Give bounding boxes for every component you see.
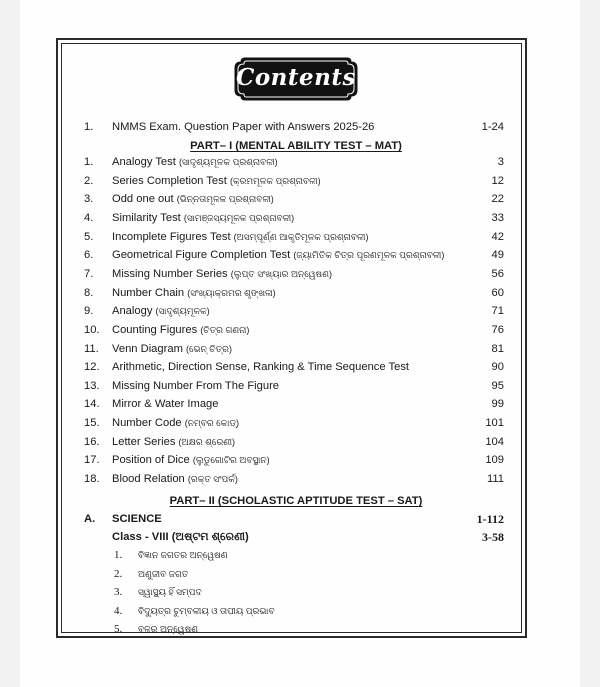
toc-row-title: Series Completion Test [112,174,227,187]
chapter-title: ଅଣୁଜୀବ ଜଗତ [138,568,189,579]
toc-row-number: 3. [84,193,94,206]
toc-row-title: Number Code [112,417,182,430]
toc-row[interactable] [84,395,508,413]
toc-row-intro[interactable] [84,118,508,136]
toc-row-title: Geometrical Figure Completion Test [112,249,291,262]
toc-row-odia-title: (ଭିନ୍ନତାମୂଳକ ପ୍ରଶ୍ନାବଳୀ) [176,194,274,205]
toc-row-odia-title: (କ୍ରମମୂଳକ ପ୍ରଶ୍ନାବଳୀ) [229,175,321,186]
toc-row-text [112,172,321,190]
toc-row-text [112,284,276,302]
toc-row-number: 4. [84,211,94,224]
toc-row-number: 5. [84,230,94,243]
section-title: SCIENCE [112,513,162,525]
toc-row-text [112,246,444,264]
toc-row-page: 90 [491,361,504,374]
toc-row-text [112,302,210,320]
toc-row-title: Analogy [112,305,153,318]
toc-row-text [112,321,249,339]
chapter-number: 1. [114,549,123,561]
toc-row-page: 101 [485,417,504,430]
chapter-title: ବିଜ୍ଞାନ ଜଗତର ଅନ୍ୱେଷଣ [138,550,228,560]
toc-row[interactable] [84,414,508,432]
toc-row-number: 12. [84,361,100,374]
chapter-number: 2. [114,567,123,580]
toc-row-odia-title: (ଅକ୍ଷର ଶ୍ରେଣୀ) [178,436,236,447]
toc-row-text [112,228,368,246]
toc-row-page: 3 [497,156,504,168]
toc-row-number: 15. [84,417,100,430]
toc-row-page: 109 [485,454,504,467]
toc-row-odia-title: (ରକ୍ତ ସଂପର୍କ) [187,474,238,485]
toc-row-page: 81 [491,342,504,355]
toc-row-number: 9. [84,305,94,318]
part2-heading: PART– II (SCHOLASTIC APTITUDE TEST – SAT) [169,495,423,507]
toc-row-number: 18. [84,473,100,486]
toc-row-odia-title: (ଜ୍ୟାମିତିକ ଚିତ୍ର ପୂରଣମୂଳକ ପ୍ରଶ୍ନାବଳୀ) [293,250,445,261]
toc-row-title: Position of Dice [112,454,190,467]
toc-row[interactable] [84,265,508,283]
toc-row-odia-title: (ଲୁପ୍ତ ସଂଖ୍ୟାର ଅନ୍ୱେଷଣ) [230,268,332,279]
toc-row-number: 16. [84,435,100,448]
toc-row-title: NMMS Exam. Question Paper with Answers 2025-26 [112,121,375,133]
toc-row-page: 60 [491,286,504,299]
toc-row-number: 13. [84,379,100,392]
chapter-title: ବିଦ୍ୟୁତ୍‌ର ଚୁମ୍ବକୀୟ ଓ ତାପୀୟ ପ୍ରଭାବ [138,605,275,616]
toc-row[interactable] [84,358,508,376]
toc-row-odia-title: (ସଂଖ୍ୟାକ୍ରମର ଶୃଙ୍ଖଳା) [187,287,276,298]
toc-row-title: Odd one out [112,193,174,206]
toc-row-text [112,377,279,395]
toc-row-number: 7. [84,267,94,280]
toc-row-title: Counting Figures [112,323,198,336]
toc-row-page: 71 [491,305,504,318]
toc-row-text [112,153,278,171]
toc-row-page: 111 [486,473,504,486]
toc-row-title: Analogy Test [112,156,176,168]
toc-row-text [112,190,274,208]
class-title: Class - VIII (ଅଷ୍ଟମ ଶ୍ରେଣୀ) [112,531,249,543]
chapter-title: ସ୍ୱାସ୍ଥ୍ୟ ହିଁ ସମ୍ପଦ [138,587,202,597]
toc-row-text [112,414,239,432]
toc-row-number: 17. [84,454,100,467]
toc-row-text [112,470,238,488]
toc-row-page: 33 [491,211,504,224]
section-letter: A. [84,513,96,525]
toc-row-page: 22 [491,193,504,206]
toc-row-page: 42 [491,230,504,243]
chapter-row[interactable] [114,546,414,564]
toc-row[interactable] [84,433,508,451]
toc-row-number: 1. [84,156,94,168]
toc-row-title: Missing Number Series [112,267,228,280]
toc-row-title: Incomplete Figures Test [112,230,231,243]
toc-row-text [112,209,294,227]
page-title: Contents [236,64,356,91]
class-page: 3-58 [482,530,504,544]
toc-row[interactable] [84,470,508,488]
toc-row-page: 104 [485,435,504,448]
toc-row[interactable] [84,172,508,190]
toc-row-page: 99 [491,398,504,411]
toc-row-page: 12 [491,174,504,187]
toc-row-title: Similarity Test [112,211,181,224]
chapter-number: 4. [114,604,123,617]
toc-row[interactable] [84,209,508,227]
part1-heading: PART– I (MENTAL ABILITY TEST – MAT) [190,140,402,152]
toc-row[interactable] [84,340,508,358]
toc-row-page: 76 [491,323,504,336]
chapter-title: ବଳର ଅନ୍ୱେଷଣ [138,624,199,634]
toc-row-odia-title: (ଭେନ୍ ଚିତ୍ର) [186,343,232,354]
toc-row-page: 56 [491,267,504,280]
chapter-row[interactable] [114,583,414,601]
toc-row[interactable] [84,302,508,320]
section-page: 1-112 [476,512,504,526]
toc-row-odia-title: (ନମ୍ବର କୋଡ୍) [184,418,240,429]
toc-row-number: 14. [84,398,100,411]
toc-row-number: 10. [84,323,100,336]
toc-row-odia-title: (ସାଦୃଶ୍ୟମୂଳକ ପ୍ରଶ୍ନାବଳୀ) [178,157,278,167]
toc-row[interactable] [84,228,508,246]
toc-row-text [112,451,270,469]
toc-row-odia-title: (ଅସମ୍ପୂର୍ଣ୍ଣ ଆକୃତିମୂଳକ ପ୍ରଶ୍ନାବଳୀ) [233,231,369,242]
toc-row-title: Missing Number From The Figure [112,379,280,392]
toc-row-number: 8. [84,286,94,299]
toc-row-title: Venn Diagram [112,342,183,355]
toc-row-title: Letter Series [112,435,176,448]
toc-row-title: Arithmetic, Direction Sense, Ranking & Time Sequence Test [112,361,410,374]
toc-row-odia-title: (ଲୁଡୁଗୋଟିର ଅବସ୍ଥାନ) [192,455,270,466]
chapter-number: 5. [114,623,123,635]
toc-row[interactable] [84,246,508,264]
chapter-row[interactable] [114,565,414,583]
chapter-row[interactable] [114,602,414,620]
toc-row-number: 1. [84,121,94,133]
toc-row-title: Number Chain [112,286,185,299]
class-heading[interactable] [112,528,508,546]
toc-row-number: 11. [84,342,99,355]
toc-row-odia-title: (ଚିତ୍ର ଗଣନା) [200,324,250,335]
chapter-number: 3. [114,586,123,598]
toc-row-number: 6. [84,249,94,262]
toc-row-page: 95 [491,379,504,392]
toc-row-odia-title: (ସାମଞ୍ଜସ୍ୟମୂଳକ ପ୍ରଶ୍ନାବଳୀ) [183,212,295,223]
toc-row-text [112,265,332,283]
toc-row-title: Mirror & Water Image [112,398,219,411]
toc-row-page: 49 [491,249,504,262]
toc-row[interactable] [84,321,508,339]
toc-row[interactable] [84,190,508,208]
toc-row[interactable] [84,284,508,302]
toc-row[interactable] [84,377,508,395]
toc-row-text [112,433,235,451]
toc-row-number: 2. [84,174,94,187]
toc-row-title: Blood Relation [112,473,185,486]
toc-row-text [112,395,219,413]
toc-row[interactable] [84,451,508,469]
toc-row-text [112,358,409,376]
chapter-row[interactable] [114,620,414,638]
toc-row-odia-title: (ସାଦୃଶ୍ୟମୂଳକ) [155,306,210,317]
toc-row-text [112,340,232,358]
toc-row-page: 1-24 [481,121,504,133]
section-science[interactable] [84,510,508,528]
toc-row[interactable] [84,153,508,171]
